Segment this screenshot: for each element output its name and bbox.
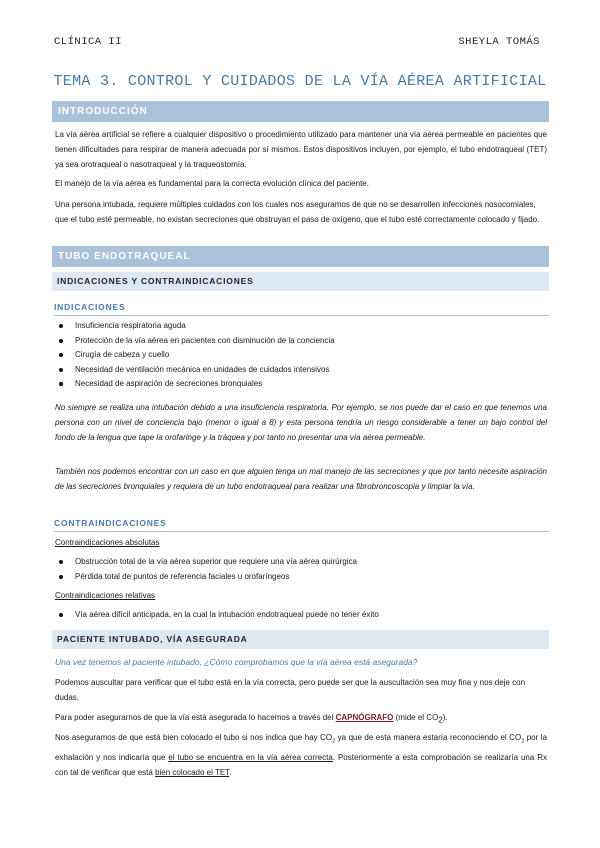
tubo-correcto-emphasis: el tubo se encuentra en la vía aérea correcta	[168, 752, 333, 762]
paciente-question: Una vez tenemos al paciente intubado, ¿Cómo comprobamos que la vía aérea está asegurada?	[55, 657, 418, 667]
paciente-paragraph-2: Para poder asegurarnos de que la vía está asegurada lo hacemos a través del CAPNÓGRAFO (mide el $CO_2$).	[55, 713, 448, 725]
list-item: Vía aérea difícil anticipada, en la cual la intubación endotraqueal puede no tener éxito	[55, 608, 545, 623]
tet-colocado-emphasis: bien colocado el TET	[155, 767, 230, 777]
bullet-icon	[59, 353, 63, 357]
header-course: CLÍNICA II	[54, 36, 123, 48]
subsection-heading-indicaciones-contraindicaciones: INDICACIONES Y CONTRAINDICACIONES	[52, 272, 549, 291]
list-item: Obstrucción total de la vía aérea superior que requiere una vía aérea quirúrgica	[55, 555, 545, 570]
bullet-icon	[59, 613, 63, 617]
capnografo-term: CAPNÓGRAFO	[335, 713, 394, 722]
indicaciones-note-1: No siempre se realiza una intubación debido a una insuficiencia respiratoria. Por ejemplo, se nos puede dar el caso en que tenemos una persona con un nivel de conciencia bajo (menor o igual a 8) y esta persona tendría un riesgo considerable a tener un bajo control del fondo de la lengua que tape la orofaringe y la tráquea y por tanto no presentar una vía aérea permeable.	[55, 403, 547, 442]
paciente-paragraph-3: Nos aseguramos de que está bien colocado el tubo si nos indica que hay $CO_2$ ya que de esta manera estaría reconociendo el $CO_2$ por la exhalación y nos indicaría que el tubo se encuentra en la vía aérea correcta. Posteriormente a esta comprobación se realizaría una Rx con tal de verificar que está bien colocado el TET.	[55, 733, 548, 777]
section-heading-introduccion: INTRODUCCIÓN	[52, 101, 549, 122]
contraindicaciones-absolutas-list	[55, 555, 545, 584]
header-author: SHEYLA TOMÁS	[458, 36, 540, 48]
bullet-icon	[59, 368, 63, 372]
bullet-icon	[59, 382, 63, 386]
section-heading-tubo-endotraqueal: TUBO ENDOTRAQUEAL	[52, 246, 549, 267]
list-item: Insuficiencia respiratoria aguda	[55, 319, 545, 334]
intro-paragraph-3: Una persona intubada, requiere múltiples cuidados con los cuales nos aseguramos de que no se desarrollen infecciones nosocomiales, que el tubo esté permeable, no existan secreciones que obstruyan el paso de oxígeno, que el tubo esté correctamente colocado y fijado.	[55, 200, 540, 224]
indicaciones-list	[55, 319, 545, 392]
paciente-paragraph-1: Podemos auscultar para verificar que el tubo está en la vía correcta, pero puede ser que la auscultación sea muy fina y nos deje con dudas.	[55, 678, 526, 702]
label-contraindicaciones-relativas: Contraindicaciones relativas	[55, 591, 156, 600]
bullet-icon	[59, 575, 63, 579]
intro-paragraph-2: El manejo de la vía aérea es fundamental para la correcta evolución clínica del paciente.	[55, 179, 369, 188]
indicaciones-note-2: También nos podemos encontrar con un caso en que alguien tenga un mal manejo de las secreciones y que por tanto necesite aspiración de las secreciones bronquiales y requiera de un tubo endotraqueal para realizar una fibrobroncoscopia y limpiar la vía.	[55, 467, 547, 491]
list-item: Necesidad de aspiración de secreciones bronquiales	[55, 377, 545, 392]
subsection-heading-paciente-intubado: PACIENTE INTUBADO, VÍA ASEGURADA	[52, 630, 549, 649]
heading-contraindicaciones: CONTRAINDICACIONES	[54, 518, 549, 532]
list-item: Cirugía de cabeza y cuello	[55, 348, 545, 363]
bullet-icon	[59, 339, 63, 343]
list-item: Protección de la vía aérea en pacientes con disminución de la conciencia	[55, 334, 545, 349]
list-item: Necesidad de ventilación mecánica en unidades de cuidados intensivos	[55, 363, 545, 378]
bullet-icon	[59, 560, 63, 564]
intro-paragraph-1: La vía aérea artificial se refiere a cualquier dispositivo o procedimiento utilizado para mantener una vía aérea permeable en pacientes que tienen dificultades para respirar de manera adecuada por sí mismos. Estos dispositivos incluyen, por ejemplo, el tubo endotraqueal (TET) ya sea orotraqueal o nasotraqueal y la traqueostomía.	[55, 130, 547, 169]
list-item: Pérdida total de puntos de referencia faciales u orofaríngeos	[55, 570, 545, 585]
bullet-icon	[59, 324, 63, 328]
heading-indicaciones: INDICACIONES	[54, 302, 549, 316]
label-contraindicaciones-absolutas: Contraindicaciones absolutas	[55, 538, 160, 547]
contraindicaciones-relativas-list	[55, 608, 545, 623]
page-title: TEMA 3. CONTROL Y CUIDADOS DE LA VÍA AÉREA ARTIFICIAL	[53, 73, 547, 90]
